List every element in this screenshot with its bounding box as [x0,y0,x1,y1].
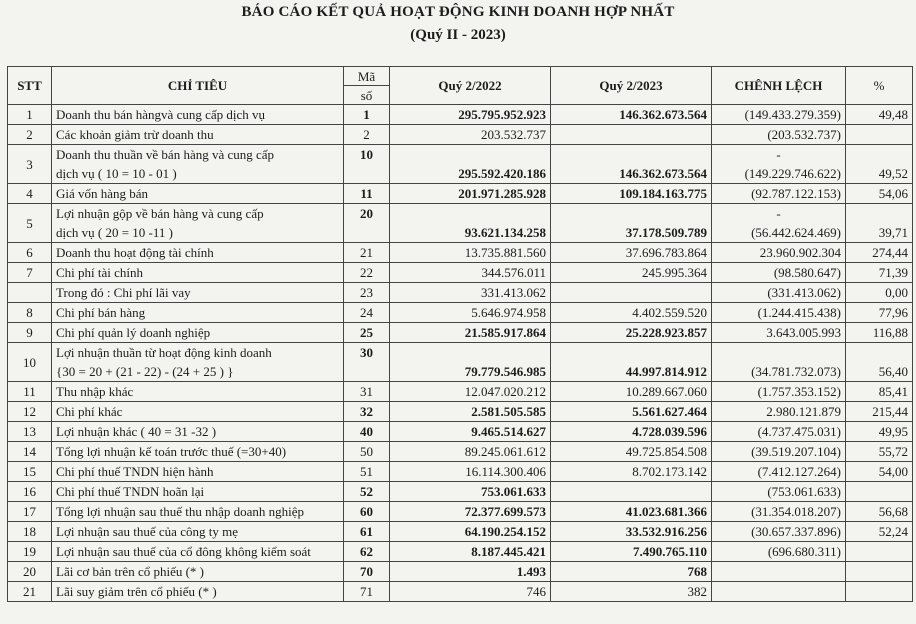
row-name: Lợi nhuận thuần từ hoạt động kinh doanh [52,343,344,363]
row-code: 70 [344,562,390,582]
row-q2023: 49.725.854.508 [551,442,712,462]
header-code-bottom: số [344,86,390,105]
row-name: Thu nhập khác [52,382,344,402]
table-row-continued [8,362,913,382]
row-pct: 49,52 [846,164,913,184]
table-row [8,382,913,402]
row-q2022: 1.493 [390,562,551,582]
row-code: 25 [344,323,390,343]
row-q2022-empty [390,145,551,165]
row-diff [712,582,846,602]
row-pct: 77,96 [846,303,913,323]
row-diff: 23.960.902.304 [712,243,846,263]
row-pct-empty [846,204,913,224]
row-diff: (331.413.062) [712,283,846,303]
row-name: Doanh thu hoạt động tài chính [52,243,344,263]
table-row-continued [8,164,913,184]
row-name: Tổng lợi nhuận sau thuế thu nhập doanh nghiệp [52,502,344,522]
row-q2022-empty [390,204,551,224]
table-row [8,502,913,522]
row-code: 22 [344,263,390,283]
row-stt: 9 [8,323,52,343]
row-q2023: 44.997.814.912 [551,362,712,382]
row-q2023 [551,283,712,303]
row-diff: (56.442.624.469) [712,223,846,243]
table-row [8,263,913,283]
row-code: 21 [344,243,390,263]
row-stt: 16 [8,482,52,502]
row-code-empty [344,164,390,184]
row-name: Lợi nhuận sau thuế của cổ đông không kiểm soát [52,542,344,562]
row-code: 60 [344,502,390,522]
row-diff: (4.737.475.031) [712,422,846,442]
row-code: 52 [344,482,390,502]
row-name: Doanh thu thuần về bán hàng và cung cấp [52,145,344,165]
row-name: Lợi nhuận gộp về bán hàng và cung cấp [52,204,344,224]
row-q2022: 2.581.505.585 [390,402,551,422]
row-diff [712,562,846,582]
row-q2022: 79.779.546.985 [390,362,551,382]
row-code: 30 [344,343,390,363]
row-pct: 39,71 [846,223,913,243]
row-stt: 19 [8,542,52,562]
table-row [8,562,913,582]
row-name: Chi phí thuế TNDN hiện hành [52,462,344,482]
row-q2022: 344.576.011 [390,263,551,283]
row-q2022: 13.735.881.560 [390,243,551,263]
row-diff: (753.061.633) [712,482,846,502]
table-row [8,303,913,323]
row-code: 1 [344,105,390,125]
row-name-line2: {30 = 20 + (21 - 22) - (24 + 25 ) } [52,362,344,382]
row-q2023: 25.228.923.857 [551,323,712,343]
row-diff: 2.980.121.879 [712,402,846,422]
row-q2022: 93.621.134.258 [390,223,551,243]
row-diff: 3.643.005.993 [712,323,846,343]
row-code-empty [344,223,390,243]
row-q2023: 146.362.673.564 [551,105,712,125]
row-pct [846,542,913,562]
table-row [8,343,913,363]
row-q2023: 7.490.765.110 [551,542,712,562]
table-row [8,442,913,462]
table-row [8,482,913,502]
row-name: Doanh thu bán hàngvà cung cấp dịch vụ [52,105,344,125]
row-stt: 13 [8,422,52,442]
row-pct: 49,95 [846,422,913,442]
row-name: Lãi suy giảm trên cổ phiếu (* ) [52,582,344,602]
table-row [8,283,913,303]
row-pct [846,582,913,602]
row-q2022: 8.187.445.421 [390,542,551,562]
row-pct: 116,88 [846,323,913,343]
row-diff: (31.354.018.207) [712,502,846,522]
row-q2023: 41.023.681.366 [551,502,712,522]
header-pct: % [846,67,913,105]
row-q2023: 37.178.509.789 [551,223,712,243]
row-diff: (149.433.279.359) [712,105,846,125]
row-q2022: 89.245.061.612 [390,442,551,462]
table-row [8,323,913,343]
row-stt: 1 [8,105,52,125]
row-stt: 8 [8,303,52,323]
row-code: 32 [344,402,390,422]
row-code: 71 [344,582,390,602]
row-pct: 54,00 [846,462,913,482]
row-pct: 274,44 [846,243,913,263]
header-item: CHỈ TIÊU [52,67,344,105]
table-row [8,402,913,422]
row-name: Các khoản giảm trừ doanh thu [52,125,344,145]
row-q2022: 72.377.699.573 [390,502,551,522]
row-q2022: 753.061.633 [390,482,551,502]
row-diff: (39.519.207.104) [712,442,846,462]
row-pct: 56,68 [846,502,913,522]
row-q2022: 64.190.254.152 [390,522,551,542]
row-name-line2: dịch vụ ( 20 = 10 -11 ) [52,223,344,243]
row-code: 50 [344,442,390,462]
row-q2023: 382 [551,582,712,602]
row-diff: (696.680.311) [712,542,846,562]
row-stt: 5 [8,204,52,243]
row-q2022: 331.413.062 [390,283,551,303]
row-code: 40 [344,422,390,442]
header-diff: CHÊNH LỆCH [712,67,846,105]
table-row [8,184,913,204]
row-pct: 55,72 [846,442,913,462]
table-row [8,204,913,224]
row-q2023 [551,125,712,145]
table-row-continued [8,223,913,243]
row-q2023: 10.289.667.060 [551,382,712,402]
row-pct: 54,06 [846,184,913,204]
row-diff: (92.787.122.153) [712,184,846,204]
row-name: Chi phí quản lý doanh nghiệp [52,323,344,343]
row-q2023: 109.184.163.775 [551,184,712,204]
table-row [8,582,913,602]
row-name: Tổng lợi nhuận kế toán trước thuế (=30+40) [52,442,344,462]
row-name: Lợi nhuận sau thuế của công ty mẹ [52,522,344,542]
table-row [8,542,913,562]
row-q2022: 5.646.974.958 [390,303,551,323]
row-stt: 15 [8,462,52,482]
row-name: Giá vốn hàng bán [52,184,344,204]
row-stt [8,283,52,303]
row-stt: 14 [8,442,52,462]
row-code: 62 [344,542,390,562]
table-row [8,522,913,542]
table-row [8,422,913,442]
row-stt: 6 [8,243,52,263]
report-period: (Quý II - 2023) [410,27,506,43]
row-name: Lợi nhuận khác ( 40 = 31 -32 ) [52,422,344,442]
row-q2023: 245.995.364 [551,263,712,283]
row-name: Chi phí bán hàng [52,303,344,323]
row-code-empty [344,362,390,382]
row-diff: (149.229.746.622) [712,164,846,184]
row-pct [846,482,913,502]
row-q2023-empty [551,145,712,165]
row-q2022-empty [390,343,551,363]
row-q2023: 4.402.559.520 [551,303,712,323]
row-pct: 85,41 [846,382,913,402]
row-q2023-empty [551,204,712,224]
row-diff: (7.412.127.264) [712,462,846,482]
row-diff: (1.757.353.152) [712,382,846,402]
row-diff: (34.781.732.073) [712,362,846,382]
row-name: Chi phí tài chính [52,263,344,283]
table-row [8,125,913,145]
row-stt: 4 [8,184,52,204]
row-q2023: 33.532.916.256 [551,522,712,542]
header-q2022: Quý 2/2022 [390,67,551,105]
row-pct [846,562,913,582]
row-pct: 0,00 [846,283,913,303]
table-row [8,243,913,263]
row-stt: 10 [8,343,52,382]
row-diff-dash: - [712,204,846,224]
row-q2022: 295.795.952.923 [390,105,551,125]
header-row [8,67,913,86]
row-q2023: 4.728.039.596 [551,422,712,442]
row-diff: (1.244.415.438) [712,303,846,323]
row-stt: 21 [8,582,52,602]
row-pct: 56,40 [846,362,913,382]
row-diff: (203.532.737) [712,125,846,145]
row-stt: 18 [8,522,52,542]
row-diff-dash: - [712,145,846,165]
table-row [8,462,913,482]
row-q2022: 12.047.020.212 [390,382,551,402]
row-q2023: 768 [551,562,712,582]
row-code: 11 [344,184,390,204]
row-q2023: 146.362.673.564 [551,164,712,184]
row-stt: 2 [8,125,52,145]
row-code: 31 [344,382,390,402]
row-pct: 71,39 [846,263,913,283]
row-q2023-empty [551,343,712,363]
row-pct: 215,44 [846,402,913,422]
row-code: 2 [344,125,390,145]
table-row [8,105,913,125]
row-code: 23 [344,283,390,303]
row-q2022: 295.592.420.186 [390,164,551,184]
row-name: Chi phí thuế TNDN hoãn lại [52,482,344,502]
income-statement-table [7,66,913,602]
row-q2022: 9.465.514.627 [390,422,551,442]
row-pct: 52,24 [846,522,913,542]
row-stt: 11 [8,382,52,402]
row-name: Chi phí khác [52,402,344,422]
row-q2022: 16.114.300.406 [390,462,551,482]
report-title: BÁO CÁO KẾT QUẢ HOẠT ĐỘNG KINH DOANH HỢP NHẤT [241,4,675,20]
row-stt: 12 [8,402,52,422]
row-code: 10 [344,145,390,165]
row-stt: 3 [8,145,52,184]
header-stt: STT [8,67,52,105]
row-q2023 [551,482,712,502]
row-name: Lãi cơ bản trên cổ phiếu (* ) [52,562,344,582]
row-name-line2: dịch vụ ( 10 = 10 - 01 ) [52,164,344,184]
row-q2022: 201.971.285.928 [390,184,551,204]
header-q2023: Quý 2/2023 [551,67,712,105]
row-name: Trong đó : Chi phí lãi vay [52,283,344,303]
row-stt: 7 [8,263,52,283]
row-pct: 49,48 [846,105,913,125]
row-q2023: 37.696.783.864 [551,243,712,263]
row-code: 20 [344,204,390,224]
row-code: 61 [344,522,390,542]
row-q2022: 746 [390,582,551,602]
row-diff-dash [712,343,846,363]
row-code: 51 [344,462,390,482]
row-diff: (98.580.647) [712,263,846,283]
row-q2022: 21.585.917.864 [390,323,551,343]
row-pct-empty [846,145,913,165]
row-stt: 17 [8,502,52,522]
table-row [8,145,913,165]
row-diff: (30.657.337.896) [712,522,846,542]
row-q2022: 203.532.737 [390,125,551,145]
row-q2023: 8.702.173.142 [551,462,712,482]
row-pct-empty [846,343,913,363]
row-code: 24 [344,303,390,323]
row-q2023: 5.561.627.464 [551,402,712,422]
row-pct [846,125,913,145]
row-stt: 20 [8,562,52,582]
header-code-top: Mã [344,67,390,86]
